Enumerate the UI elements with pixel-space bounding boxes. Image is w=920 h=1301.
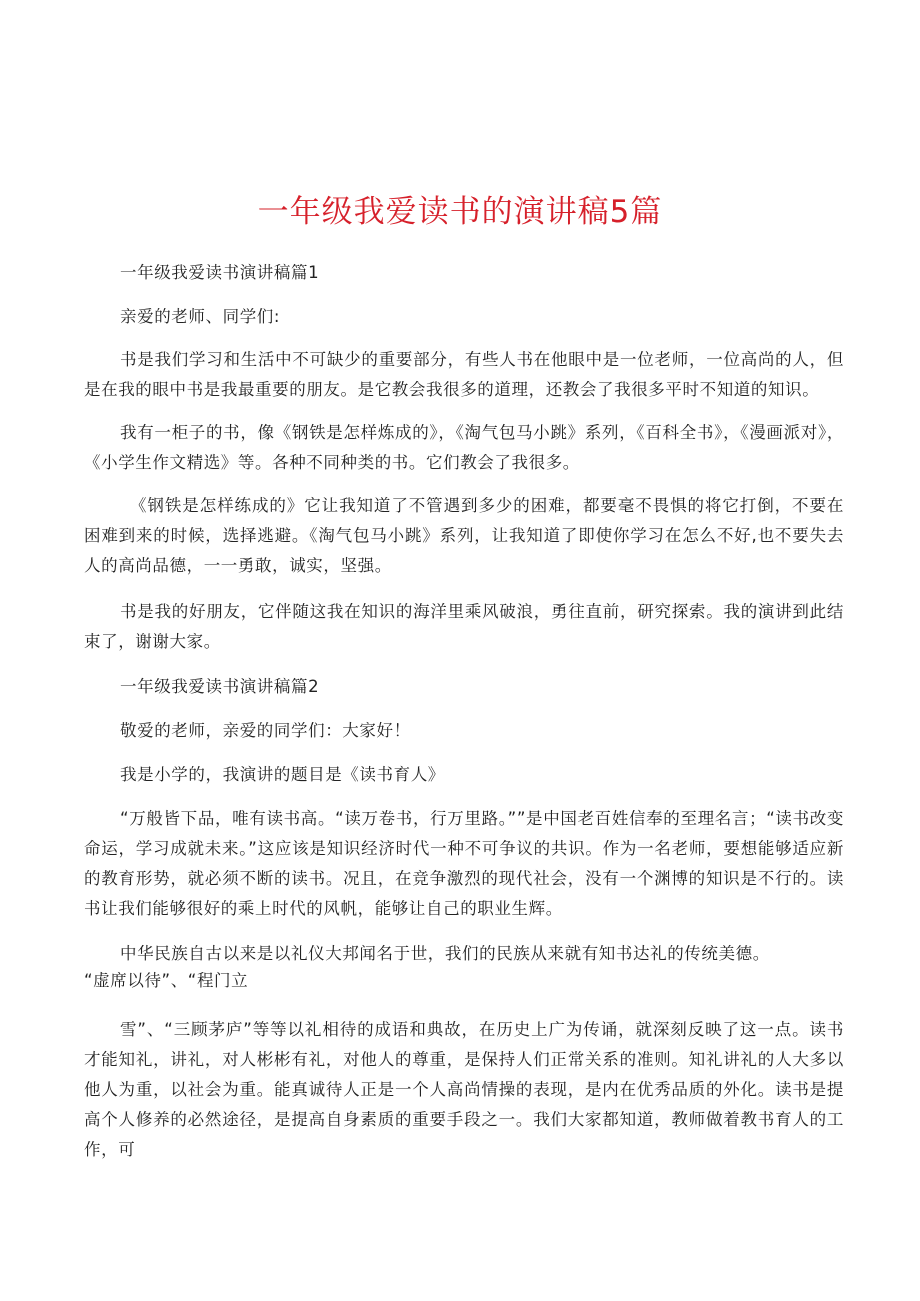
paragraph-7: 中华民族自古以来是以礼仪大邦闻名于世，我们的民族从来就有知书达礼的传统美德。 (120, 944, 770, 963)
paragraph-3: 《钢铁是怎样练成的》它让我知道了不管遇到多少的困难，都要毫不畏惧的将它打倒，不要在困难到来的时候，选择逃避。《淘气包马小跳》系列，让我知道了即使你学习在怎么不好,也不要失去人的高尚品德，一一勇敢，诚实，坚强。 (84, 496, 844, 575)
section-heading-2: 一年级我爱读书演讲稿篇2 (120, 677, 320, 696)
paragraph-greeting-1: 亲爱的老师、同学们: (120, 307, 281, 326)
paragraph-8: 雪”、“三顾茅庐”等等以礼相待的成语和典故，在历史上广为传诵，就深刻反映了这一点。读书才能知礼，讲礼，对人彬彬有礼，对他人的尊重，是保持人们正常关系的准则。知礼讲礼的人大多以他人为重，以社会为重。能真诚待人正是一个人高尚情操的表现，是内在优秀品质的外化。读书是提高个人修养的必然途径，是提高自身素质的重要手段之一。我们大家都知道，教师做着教书育人的工作，可 (84, 1020, 844, 1159)
paragraph-6: “万般皆下品，唯有读书高。“读万卷书，行万里路。””是中国老百姓信奉的至理名言；“读书改变命运，学习成就未来。”这应该是知识经济时代一种不可争议的共识。作为一名老师，要想能够适应新的教育形势，就必须不断的读书。况且，在竞争激烈的现代社会，没有一个渊博的知识是不行的。读书让我们能够很好的乘上时代的风帆，能够让自己的职业生辉。 (84, 809, 844, 918)
paragraph-4: 书是我的好朋友，它伴随这我在知识的海洋里乘风破浪，勇往直前，研究探索。我的演讲到此结束了，谢谢大家。 (84, 602, 844, 651)
paragraph-greeting-2: 敬爱的老师，亲爱的同学们：大家好！ (120, 721, 411, 740)
section-heading-1: 一年级我爱读书演讲稿篇1 (120, 263, 320, 282)
paragraph-5: 我是小学的，我演讲的题目是《读书育人》 (120, 765, 445, 784)
document-title: 一年级我爱读书的演讲稿5篇 (257, 194, 663, 230)
paragraph-7-continued: “虚席以待”、“程门立 (84, 971, 249, 990)
paragraph-1: 书是我们学习和生活中不可缺少的重要部分，有些人书在他眼中是一位老师，一位高尚的人，但是在我的眼中书是我最重要的朋友。是它教会我很多的道理，还教会了我很多平时不知道的知识。 (84, 350, 844, 399)
paragraph-2: 我有一柜子的书，像《钢铁是怎样炼成的》，《淘气包马小跳》系列，《百科全书》，《漫画派对》，《小学生作文精选》等。各种不同种类的书。它们教会了我很多。 (84, 423, 844, 472)
